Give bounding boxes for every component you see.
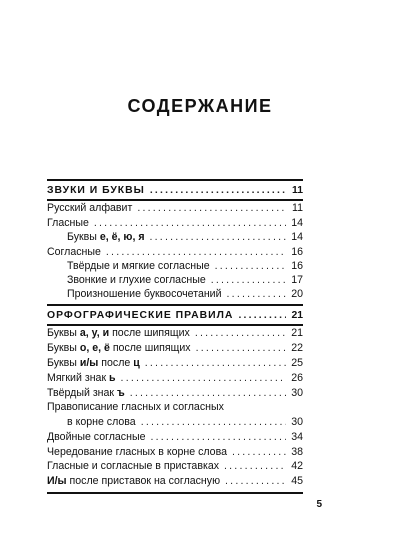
leader-dots (150, 183, 287, 198)
toc-section-heading (47, 308, 303, 323)
toc-entry-label: И/ы после приставок на согласную (47, 475, 221, 487)
folio-page-number: 5 (316, 499, 322, 510)
section-divider (47, 304, 303, 306)
footer-divider (47, 492, 303, 494)
toc-heading-label: ОРФОГРАФИЧЕСКИЕ ПРАВИЛА (47, 310, 234, 321)
toc-entry (47, 326, 303, 341)
toc-page-number: 38 (291, 446, 303, 458)
leader-dots (227, 287, 287, 302)
toc-entry (47, 341, 303, 356)
toc-entry (47, 201, 303, 216)
leader-dots (195, 326, 286, 341)
leader-dots (130, 386, 286, 401)
toc-page-number: 11 (292, 202, 303, 214)
toc-entry-label: Буквы и/ы после ц (47, 357, 140, 369)
leader-dots (238, 308, 286, 323)
toc-bold-letters: и/ы (79, 357, 99, 369)
leader-dots (150, 430, 286, 445)
toc-section-heading (47, 183, 303, 198)
toc-page-number: 14 (291, 217, 303, 229)
toc-page-number: 17 (291, 274, 303, 286)
toc-bold-letters: о, е, ё (79, 342, 110, 354)
leader-dots (224, 459, 286, 474)
leader-dots (215, 259, 287, 274)
leader-dots (121, 371, 287, 386)
toc-entry (47, 216, 303, 231)
toc-entry-label: в корне слова (67, 416, 136, 428)
toc-entry (47, 386, 303, 401)
toc-bold-letters: е, ё, ю, я (99, 231, 145, 243)
leader-dots (196, 341, 287, 356)
page-title: СОДЕРЖАНИЕ (127, 96, 273, 116)
toc-page-number: 26 (291, 372, 303, 384)
leader-dots (145, 356, 286, 371)
toc-entry (47, 371, 303, 386)
toc-page-number: 25 (291, 357, 303, 369)
toc-entry-label: Буквы е, ё, ю, я (67, 231, 145, 243)
leader-dots (232, 445, 286, 460)
toc-entry-label: Двойные согласные (47, 431, 146, 443)
toc-entry (47, 430, 303, 445)
toc-page-number: 34 (291, 431, 303, 443)
toc-page-number: 22 (291, 342, 303, 354)
section-divider (47, 179, 303, 181)
toc-entry-label: Твёрдые и мягкие согласные (67, 260, 210, 272)
toc-page-number: 11 (292, 185, 303, 196)
toc-entry-label: Гласные и согласные в приставках (47, 460, 220, 472)
toc-entry-label: Русский алфавит (47, 202, 133, 214)
leader-dots (137, 201, 287, 216)
leader-dots (141, 415, 287, 430)
toc-entry-label: Твёрдый знак ъ (47, 387, 125, 399)
toc-page-number: 14 (291, 231, 303, 243)
toc-entry (67, 259, 303, 274)
toc-page-number: 30 (291, 387, 303, 399)
toc-entry-label: Согласные (47, 246, 101, 258)
toc-page-number: 42 (291, 460, 303, 472)
toc-entry-label: Гласные (47, 217, 89, 229)
toc-page-number: 45 (291, 475, 303, 487)
toc-entry (47, 445, 303, 460)
toc-entry-label: Буквы о, е, ё после шипящих (47, 342, 191, 354)
toc-entry-label: Произношение буквосочетаний (67, 288, 222, 300)
toc-entry (47, 356, 303, 371)
leader-dots (150, 230, 287, 245)
leader-dots (106, 245, 286, 260)
toc-page-number: 16 (291, 260, 303, 272)
toc-entry (47, 474, 303, 489)
leader-dots (94, 216, 286, 231)
toc-bold-letters: ь (109, 372, 116, 384)
toc-entry-label: Чередование гласных в корне слова (47, 446, 227, 458)
toc-bold-letters: И/ы (47, 475, 67, 487)
toc-entry (47, 459, 303, 474)
toc-page-number: 16 (291, 246, 303, 258)
toc-entry (47, 245, 303, 260)
toc-entry (67, 287, 303, 302)
toc-entry (67, 230, 303, 245)
leader-dots (225, 474, 286, 489)
toc-heading-label: ЗВУКИ И БУКВЫ (47, 185, 145, 196)
toc-page-number: 21 (291, 327, 303, 339)
toc-entry (67, 415, 303, 430)
leader-dots (211, 273, 286, 288)
toc-page-number: 21 (291, 310, 303, 321)
toc-bold-letters: а, у, и (79, 327, 110, 339)
toc-entry (47, 400, 303, 415)
toc-page-number: 30 (291, 416, 303, 428)
toc-entry-label: Буквы а, у, и после шипящих (47, 327, 190, 339)
toc-bold-letters: ъ (117, 387, 125, 399)
toc-entry-label: Мягкий знак ь (47, 372, 116, 384)
toc-page-number: 20 (291, 288, 303, 300)
toc-entry-label: Правописание гласных и согласных (47, 401, 224, 413)
toc-bold-letters: ц (133, 357, 140, 369)
toc-entry-label: Звонкие и глухие согласные (67, 274, 206, 286)
toc-entry (67, 273, 303, 288)
